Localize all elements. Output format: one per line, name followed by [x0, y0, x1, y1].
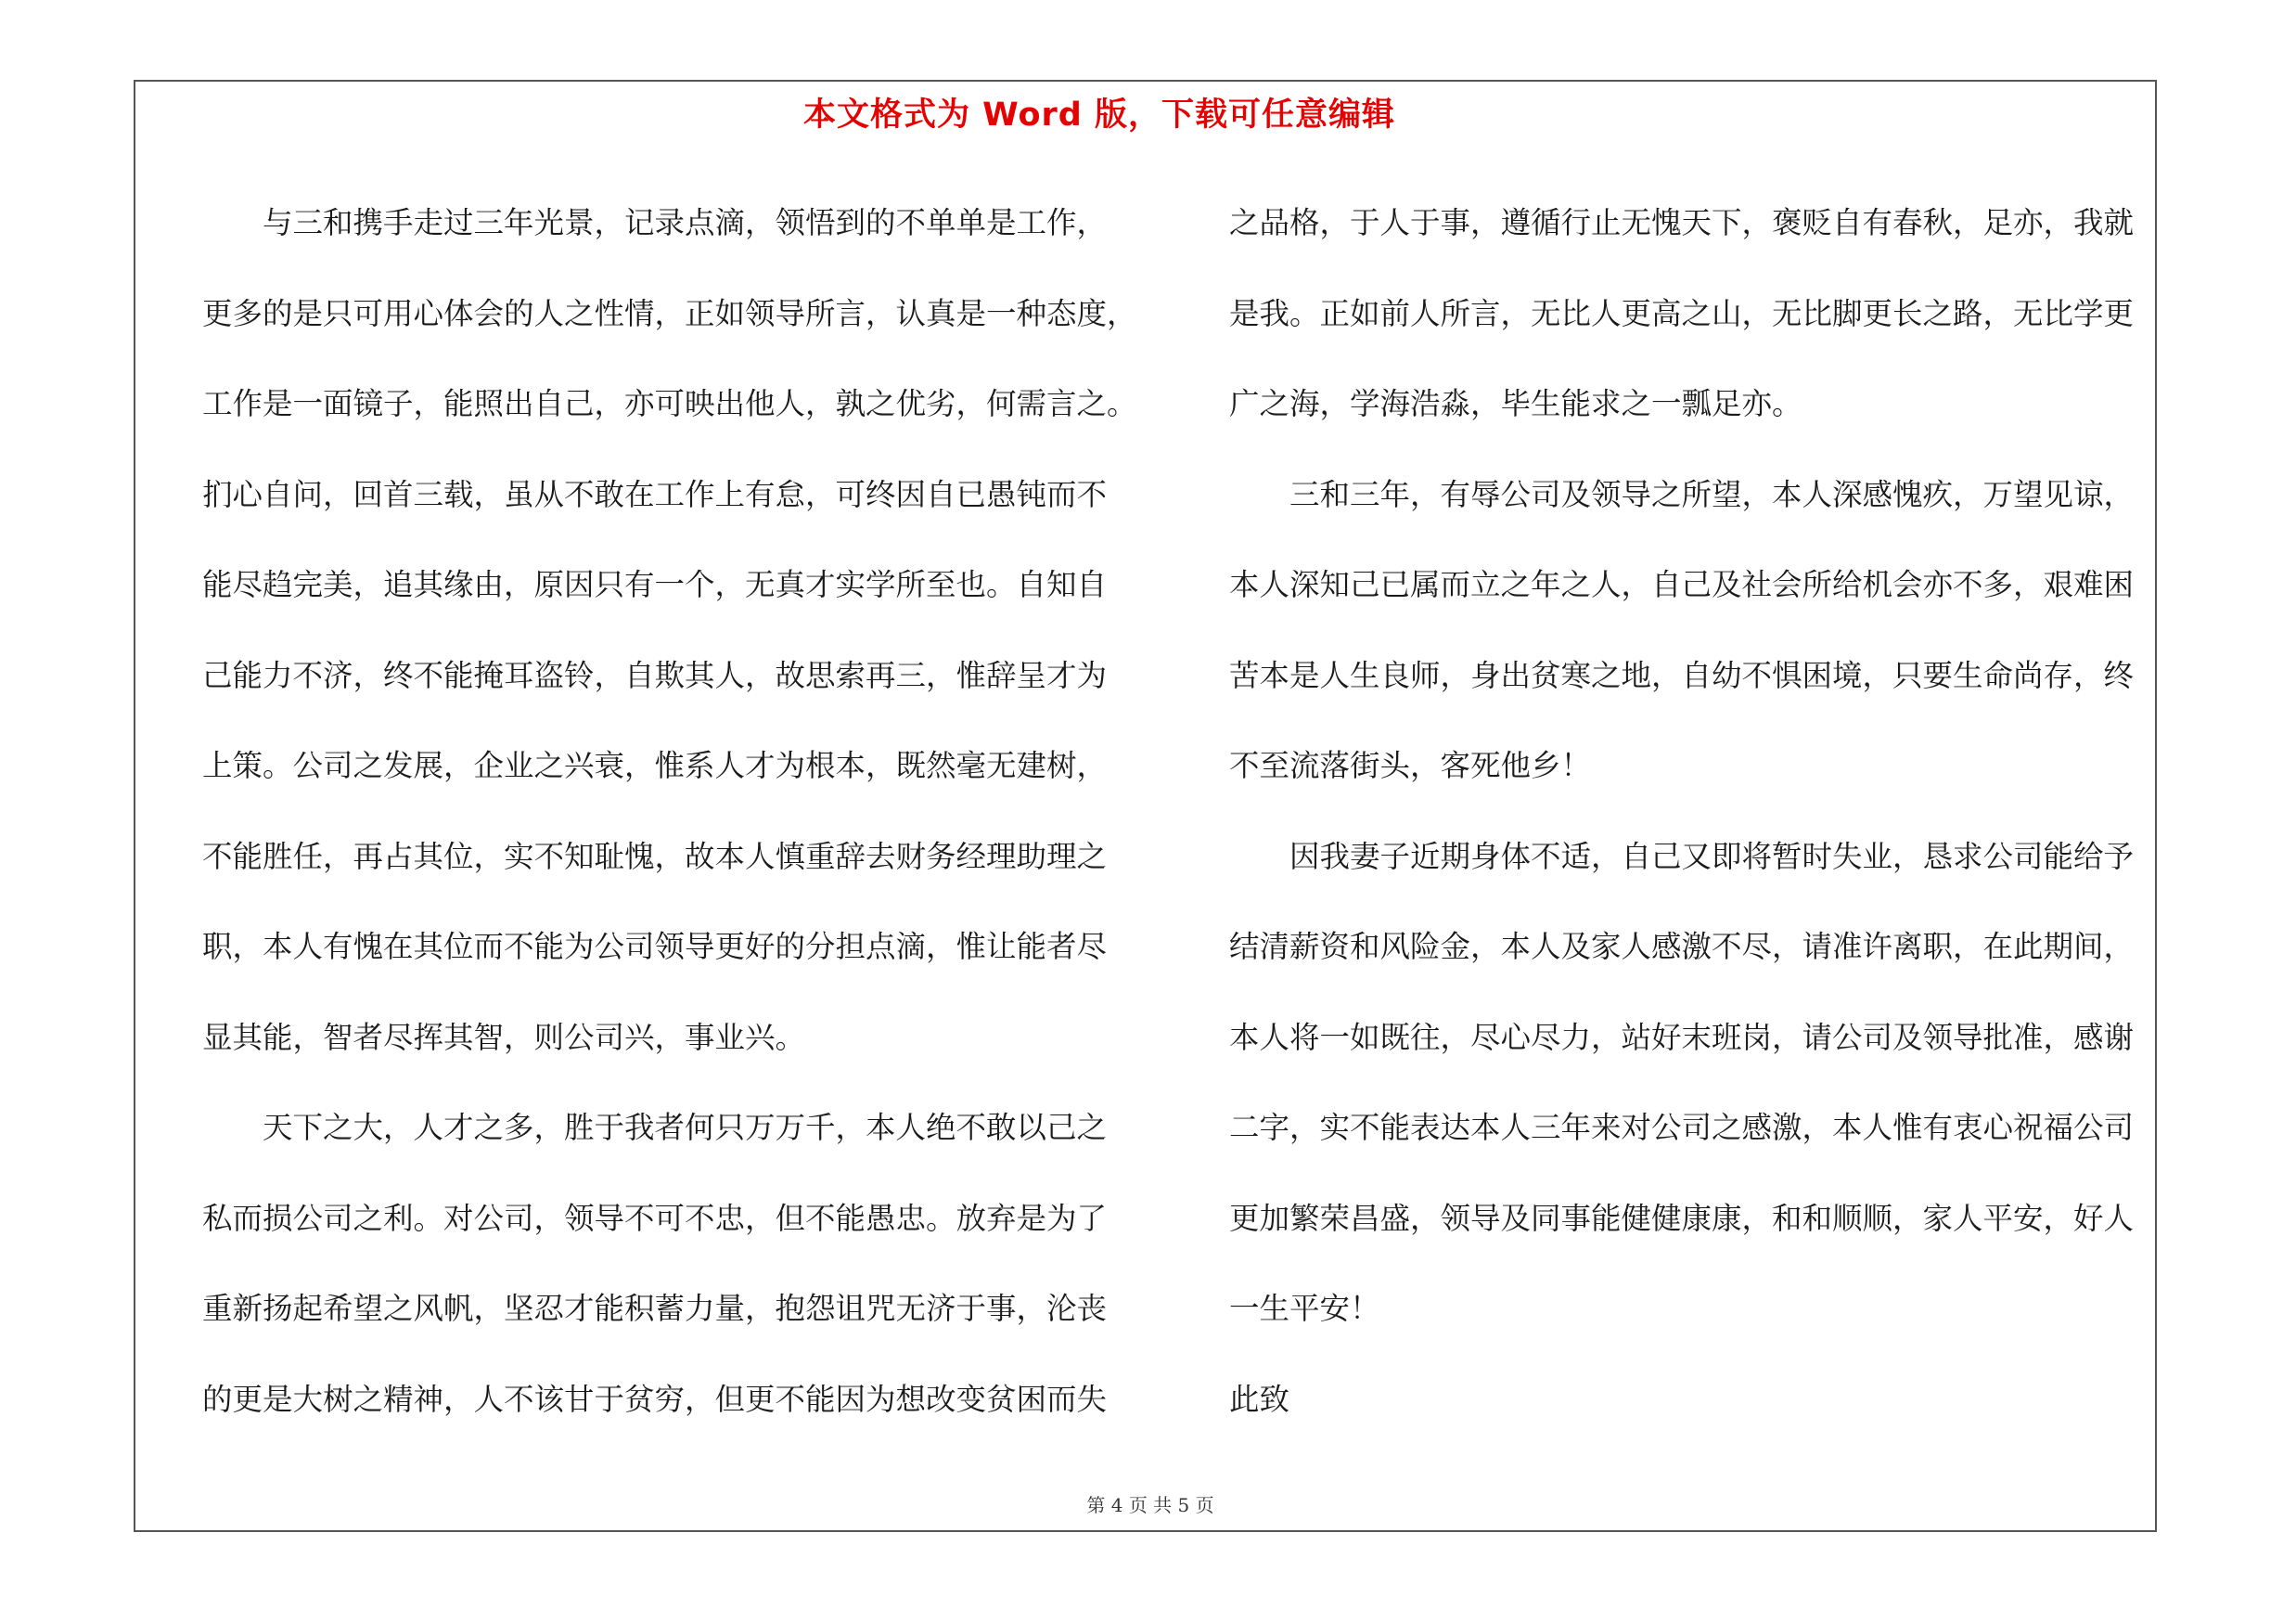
text-line: 的更是大树之精神，人不该甘于贫穷，但更不能因为想改变贫困而失 [202, 1381, 1108, 1417]
text-line: 工作是一面镜子，能照出自己，亦可映出他人，孰之优劣，何需言之。 [202, 386, 1137, 421]
text-line: 广之海，学海浩淼，毕生能求之一瓢足亦。 [1229, 386, 1802, 421]
text-line: 显其能，智者尽挥其智，则公司兴，事业兴。 [202, 1019, 806, 1055]
right-text-column [1229, 178, 2168, 1445]
text-line: 与三和携手走过三年光景，记录点滴，领悟到的不单单是工作， [202, 205, 1108, 240]
text-line: 结清薪资和风险金，本人及家人感激不尽，请准许离职，在此期间， [1229, 929, 2135, 964]
text-line: 能尽趋完美，追其缘由，原因只有一个，无真才实学所至也。自知自 [202, 567, 1108, 602]
left-text-column [202, 178, 1141, 1445]
text-line: 己能力不济，终不能掩耳盗铃，自欺其人，故思索再三，惟辞呈才为 [202, 657, 1108, 693]
text-line: 之品格，于人于事，遵循行止无愧天下，褒贬自有春秋，足亦，我就 [1229, 205, 2135, 240]
text-line: 三和三年，有辱公司及领导之所望，本人深感愧疚，万望见谅， [1229, 476, 2135, 512]
text-line: 因我妻子近期身体不适，自己又即将暂时失业，恳求公司能给予 [1229, 838, 2135, 874]
text-line: 一生平安！ [1229, 1291, 1380, 1326]
text-line: 二字，实不能表达本人三年来对公司之感激，本人惟有衷心祝福公司 [1229, 1110, 2135, 1145]
text-line: 私而损公司之利。对公司，领导不可不忠，但不能愚忠。放弃是为了 [202, 1200, 1108, 1236]
text-line: 此致 [1229, 1381, 1290, 1417]
text-line: 天下之大，人才之多，胜于我者何只万万千，本人绝不敢以己之 [202, 1110, 1108, 1145]
text-line: 职，本人有愧在其位而不能为公司领导更好的分担点滴，惟让能者尽 [202, 929, 1108, 964]
text-line: 不能胜任，再占其位，实不知耻愧，故本人慎重辞去财务经理助理之 [202, 838, 1108, 874]
text-line: 苦本是人生良师，身出贫寒之地，自幼不惧困境，只要生命尚存，终 [1229, 657, 2135, 693]
text-line: 本人深知己已属而立之年之人，自己及社会所给机会亦不多，艰难困 [1229, 567, 2135, 602]
text-line: 不至流落街头，客死他乡！ [1229, 748, 1592, 783]
text-line: 是我。正如前人所言，无比人更高之山，无比脚更长之路，无比学更 [1229, 295, 2135, 331]
text-line: 更加繁荣昌盛，领导及同事能健健康康，和和顺顺，家人平安，好人 [1229, 1200, 2135, 1236]
format-banner: 本文格式为 Word 版，下载可任意编辑 [802, 97, 1396, 134]
text-line: 更多的是只可用心体会的人之性情，正如领导所言，认真是一种态度， [202, 295, 1137, 331]
page-number-footer: 第 4 页 共 5 页 [1086, 1494, 1214, 1516]
text-line: 扪心自问，回首三载，虽从不敢在工作上有怠，可终因自已愚钝而不 [202, 476, 1108, 512]
text-line: 重新扬起希望之风帆，坚忍才能积蓄力量，抱怨诅咒无济于事，沦丧 [202, 1291, 1108, 1326]
text-line: 上策。公司之发展，企业之兴衰，惟系人才为根本，既然毫无建树， [202, 748, 1108, 783]
text-line: 本人将一如既往，尽心尽力，站好末班岗，请公司及领导批准，感谢 [1229, 1019, 2135, 1055]
